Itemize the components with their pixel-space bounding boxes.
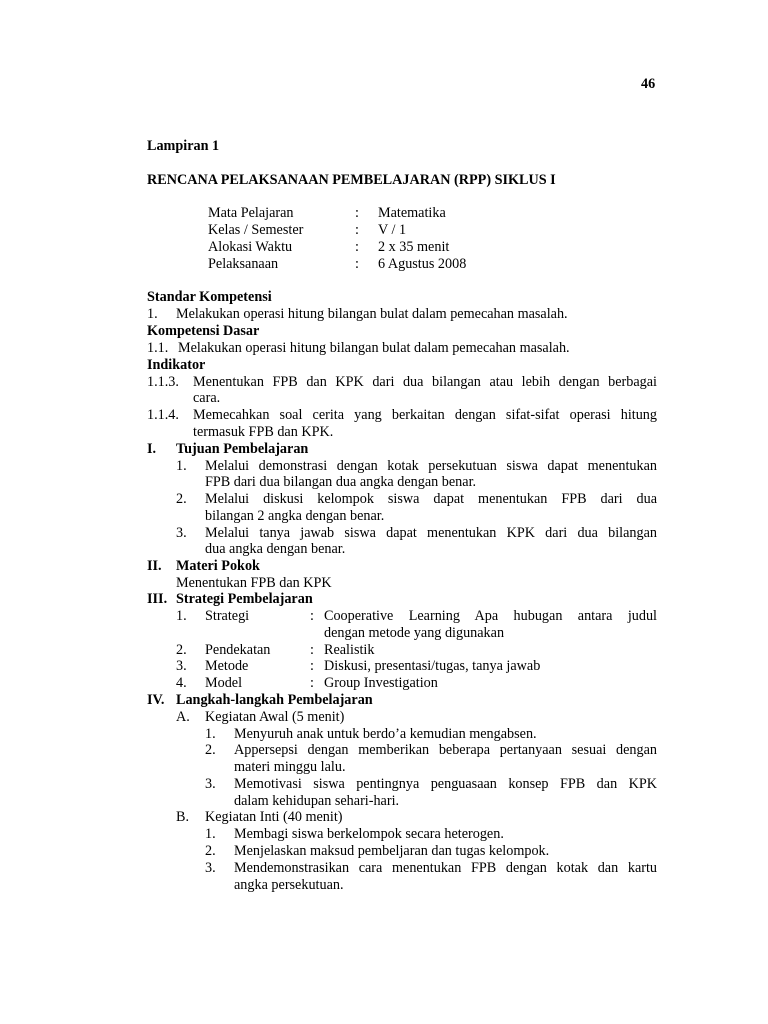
list-text: Melalui diskusi kelompok siswa dapat menentukan FPB dari dua — [205, 491, 657, 507]
section-number: II. — [147, 558, 162, 574]
strategy-separator: : — [310, 658, 314, 674]
section-number: IV. — [147, 692, 165, 708]
info-label: Mata Pelajaran — [208, 205, 294, 221]
step-text: Menyuruh anak untuk berdo’a kemudian mengabsen. — [234, 726, 537, 742]
indikator-number: 1.1.3. — [147, 374, 179, 390]
subsection-letter: A. — [176, 709, 190, 725]
strategy-label: Model — [205, 675, 243, 691]
list-number: 3. — [176, 658, 187, 674]
section-number: I. — [147, 441, 157, 457]
appendix-label: Lampiran 1 — [147, 138, 220, 154]
step-number: 2. — [205, 843, 216, 859]
step-number: 2. — [205, 742, 216, 758]
section-text: Menentukan FPB dan KPK — [176, 575, 332, 591]
strategy-value: Group Investigation — [324, 675, 438, 691]
info-value: V / 1 — [378, 222, 407, 238]
list-number: 4. — [176, 675, 187, 691]
info-value: 6 Agustus 2008 — [378, 256, 467, 272]
list-text-cont: FPB dari dua bilangan dua angka dengan benar. — [205, 474, 477, 490]
kd-number: 1.1. — [147, 340, 169, 356]
list-text-cont: dua angka dengan benar. — [205, 541, 346, 557]
strategy-value: Diskusi, presentasi/tugas, tanya jawab — [324, 658, 541, 674]
subsection-title: Kegiatan Inti (40 menit) — [205, 809, 343, 825]
list-number: 3. — [176, 525, 187, 541]
step-number: 3. — [205, 860, 216, 876]
info-separator: : — [355, 256, 359, 272]
section-heading: Materi Pokok — [176, 558, 260, 574]
step-number: 1. — [205, 826, 216, 842]
list-number: 2. — [176, 491, 187, 507]
kd-text: Melakukan operasi hitung bilangan bulat dalam pemecahan masalah. — [178, 340, 570, 356]
info-label: Kelas / Semester — [208, 222, 304, 238]
step-text-cont: angka persekutuan. — [234, 877, 344, 893]
section-heading: Strategi Pembelajaran — [176, 591, 313, 607]
page-number: 46 — [641, 76, 656, 92]
indikator-text-cont: termasuk FPB dan KPK. — [193, 424, 334, 440]
info-value: 2 x 35 menit — [378, 239, 450, 255]
strategy-separator: : — [310, 642, 314, 658]
section-number: III. — [147, 591, 168, 607]
info-value: Matematika — [378, 205, 446, 221]
info-label: Pelaksanaan — [208, 256, 279, 272]
info-label: Alokasi Waktu — [208, 239, 293, 255]
info-separator: : — [355, 222, 359, 238]
info-separator: : — [355, 205, 359, 221]
list-text: Melalui tanya jawab siswa dapat menentukan KPK dari dua bilangan — [205, 525, 657, 541]
strategy-value-cont: dengan metode yang digunakan — [324, 625, 505, 641]
step-text-cont: materi minggu lalu. — [234, 759, 346, 775]
indikator-text: Memecahkan soal cerita yang berkaitan dengan sifat-sifat operasi hitung — [193, 407, 657, 423]
sk-heading: Standar Kompetensi — [147, 289, 272, 305]
step-text: Mendemonstrasikan cara menentukan FPB dengan kotak dan kartu — [234, 860, 657, 876]
indikator-heading: Indikator — [147, 357, 206, 373]
strategy-label: Strategi — [205, 608, 250, 624]
step-number: 3. — [205, 776, 216, 792]
section-heading: Tujuan Pembelajaran — [176, 441, 309, 457]
sk-number: 1. — [147, 306, 158, 322]
list-number: 1. — [176, 608, 187, 624]
step-number: 1. — [205, 726, 216, 742]
strategy-separator: : — [310, 675, 314, 691]
step-text: Memotivasi siswa pentingnya penguasaan konsep FPB dan KPK — [234, 776, 657, 792]
subsection-title: Kegiatan Awal (5 menit) — [205, 709, 345, 725]
subsection-letter: B. — [176, 809, 190, 825]
list-text: Melalui demonstrasi dengan kotak persekutuan siswa dapat menentukan — [205, 458, 657, 474]
section-heading: Langkah-langkah Pembelajaran — [176, 692, 373, 708]
indikator-number: 1.1.4. — [147, 407, 179, 423]
list-text-cont: bilangan 2 angka dengan benar. — [205, 508, 385, 524]
indikator-text: Menentukan FPB dan KPK dari dua bilangan atau lebih dengan berbagai — [193, 374, 657, 390]
document-title: RENCANA PELAKSANAAN PEMBELAJARAN (RPP) SIKLUS I — [147, 172, 556, 188]
strategy-value: Cooperative Learning Apa hubugan antara judul — [324, 608, 657, 624]
strategy-label: Metode — [205, 658, 249, 674]
list-number: 1. — [176, 458, 187, 474]
step-text: Menjelaskan maksud pembeljaran dan tugas kelompok. — [234, 843, 550, 859]
step-text: Membagi siswa berkelompok secara heterogen. — [234, 826, 504, 842]
strategy-label: Pendekatan — [205, 642, 271, 658]
sk-text: Melakukan operasi hitung bilangan bulat dalam pemecahan masalah. — [176, 306, 568, 322]
strategy-value: Realistik — [324, 642, 375, 658]
list-number: 2. — [176, 642, 187, 658]
indikator-text-cont: cara. — [193, 390, 221, 406]
step-text-cont: dalam kehidupan sehari-hari. — [234, 793, 400, 809]
info-separator: : — [355, 239, 359, 255]
step-text: Appersepsi dengan memberikan beberapa pertanyaan sesuai dengan — [234, 742, 657, 758]
kd-heading: Kompetensi Dasar — [147, 323, 260, 339]
strategy-separator: : — [310, 608, 314, 624]
